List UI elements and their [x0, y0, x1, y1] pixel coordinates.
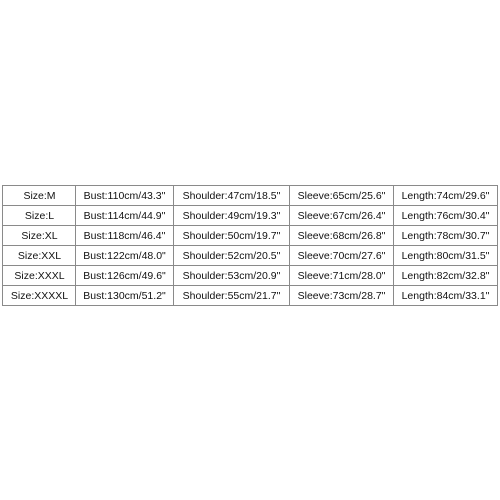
length-cell: Length:76cm/30.4"	[394, 206, 498, 226]
bust-cell: Bust:126cm/49.6"	[76, 266, 174, 286]
shoulder-cell: Shoulder:52cm/20.5"	[174, 246, 290, 266]
table-row	[3, 266, 498, 286]
table-row	[3, 206, 498, 226]
size-cell: Size:XL	[3, 226, 76, 246]
shoulder-cell: Shoulder:55cm/21.7"	[174, 286, 290, 306]
shoulder-cell: Shoulder:49cm/19.3"	[174, 206, 290, 226]
shoulder-cell: Shoulder:47cm/18.5"	[174, 186, 290, 206]
sleeve-cell: Sleeve:70cm/27.6"	[290, 246, 394, 266]
table-row	[3, 226, 498, 246]
size-cell: Size:XXXL	[3, 266, 76, 286]
sleeve-cell: Sleeve:68cm/26.8"	[290, 226, 394, 246]
sleeve-cell: Sleeve:67cm/26.4"	[290, 206, 394, 226]
size-cell: Size:M	[3, 186, 76, 206]
length-cell: Length:80cm/31.5"	[394, 246, 498, 266]
length-cell: Length:82cm/32.8"	[394, 266, 498, 286]
length-cell: Length:78cm/30.7"	[394, 226, 498, 246]
bust-cell: Bust:110cm/43.3"	[76, 186, 174, 206]
sleeve-cell: Sleeve:71cm/28.0"	[290, 266, 394, 286]
table-row	[3, 286, 498, 306]
size-cell: Size:XXXXL	[3, 286, 76, 306]
length-cell: Length:74cm/29.6"	[394, 186, 498, 206]
table-row	[3, 186, 498, 206]
size-cell: Size:L	[3, 206, 76, 226]
length-cell: Length:84cm/33.1"	[394, 286, 498, 306]
sleeve-cell: Sleeve:65cm/25.6"	[290, 186, 394, 206]
shoulder-cell: Shoulder:50cm/19.7"	[174, 226, 290, 246]
bust-cell: Bust:118cm/46.4"	[76, 226, 174, 246]
size-cell: Size:XXL	[3, 246, 76, 266]
bust-cell: Bust:114cm/44.9"	[76, 206, 174, 226]
size-chart-table	[2, 185, 498, 306]
sleeve-cell: Sleeve:73cm/28.7"	[290, 286, 394, 306]
table-row	[3, 246, 498, 266]
bust-cell: Bust:122cm/48.0"	[76, 246, 174, 266]
shoulder-cell: Shoulder:53cm/20.9"	[174, 266, 290, 286]
bust-cell: Bust:130cm/51.2"	[76, 286, 174, 306]
